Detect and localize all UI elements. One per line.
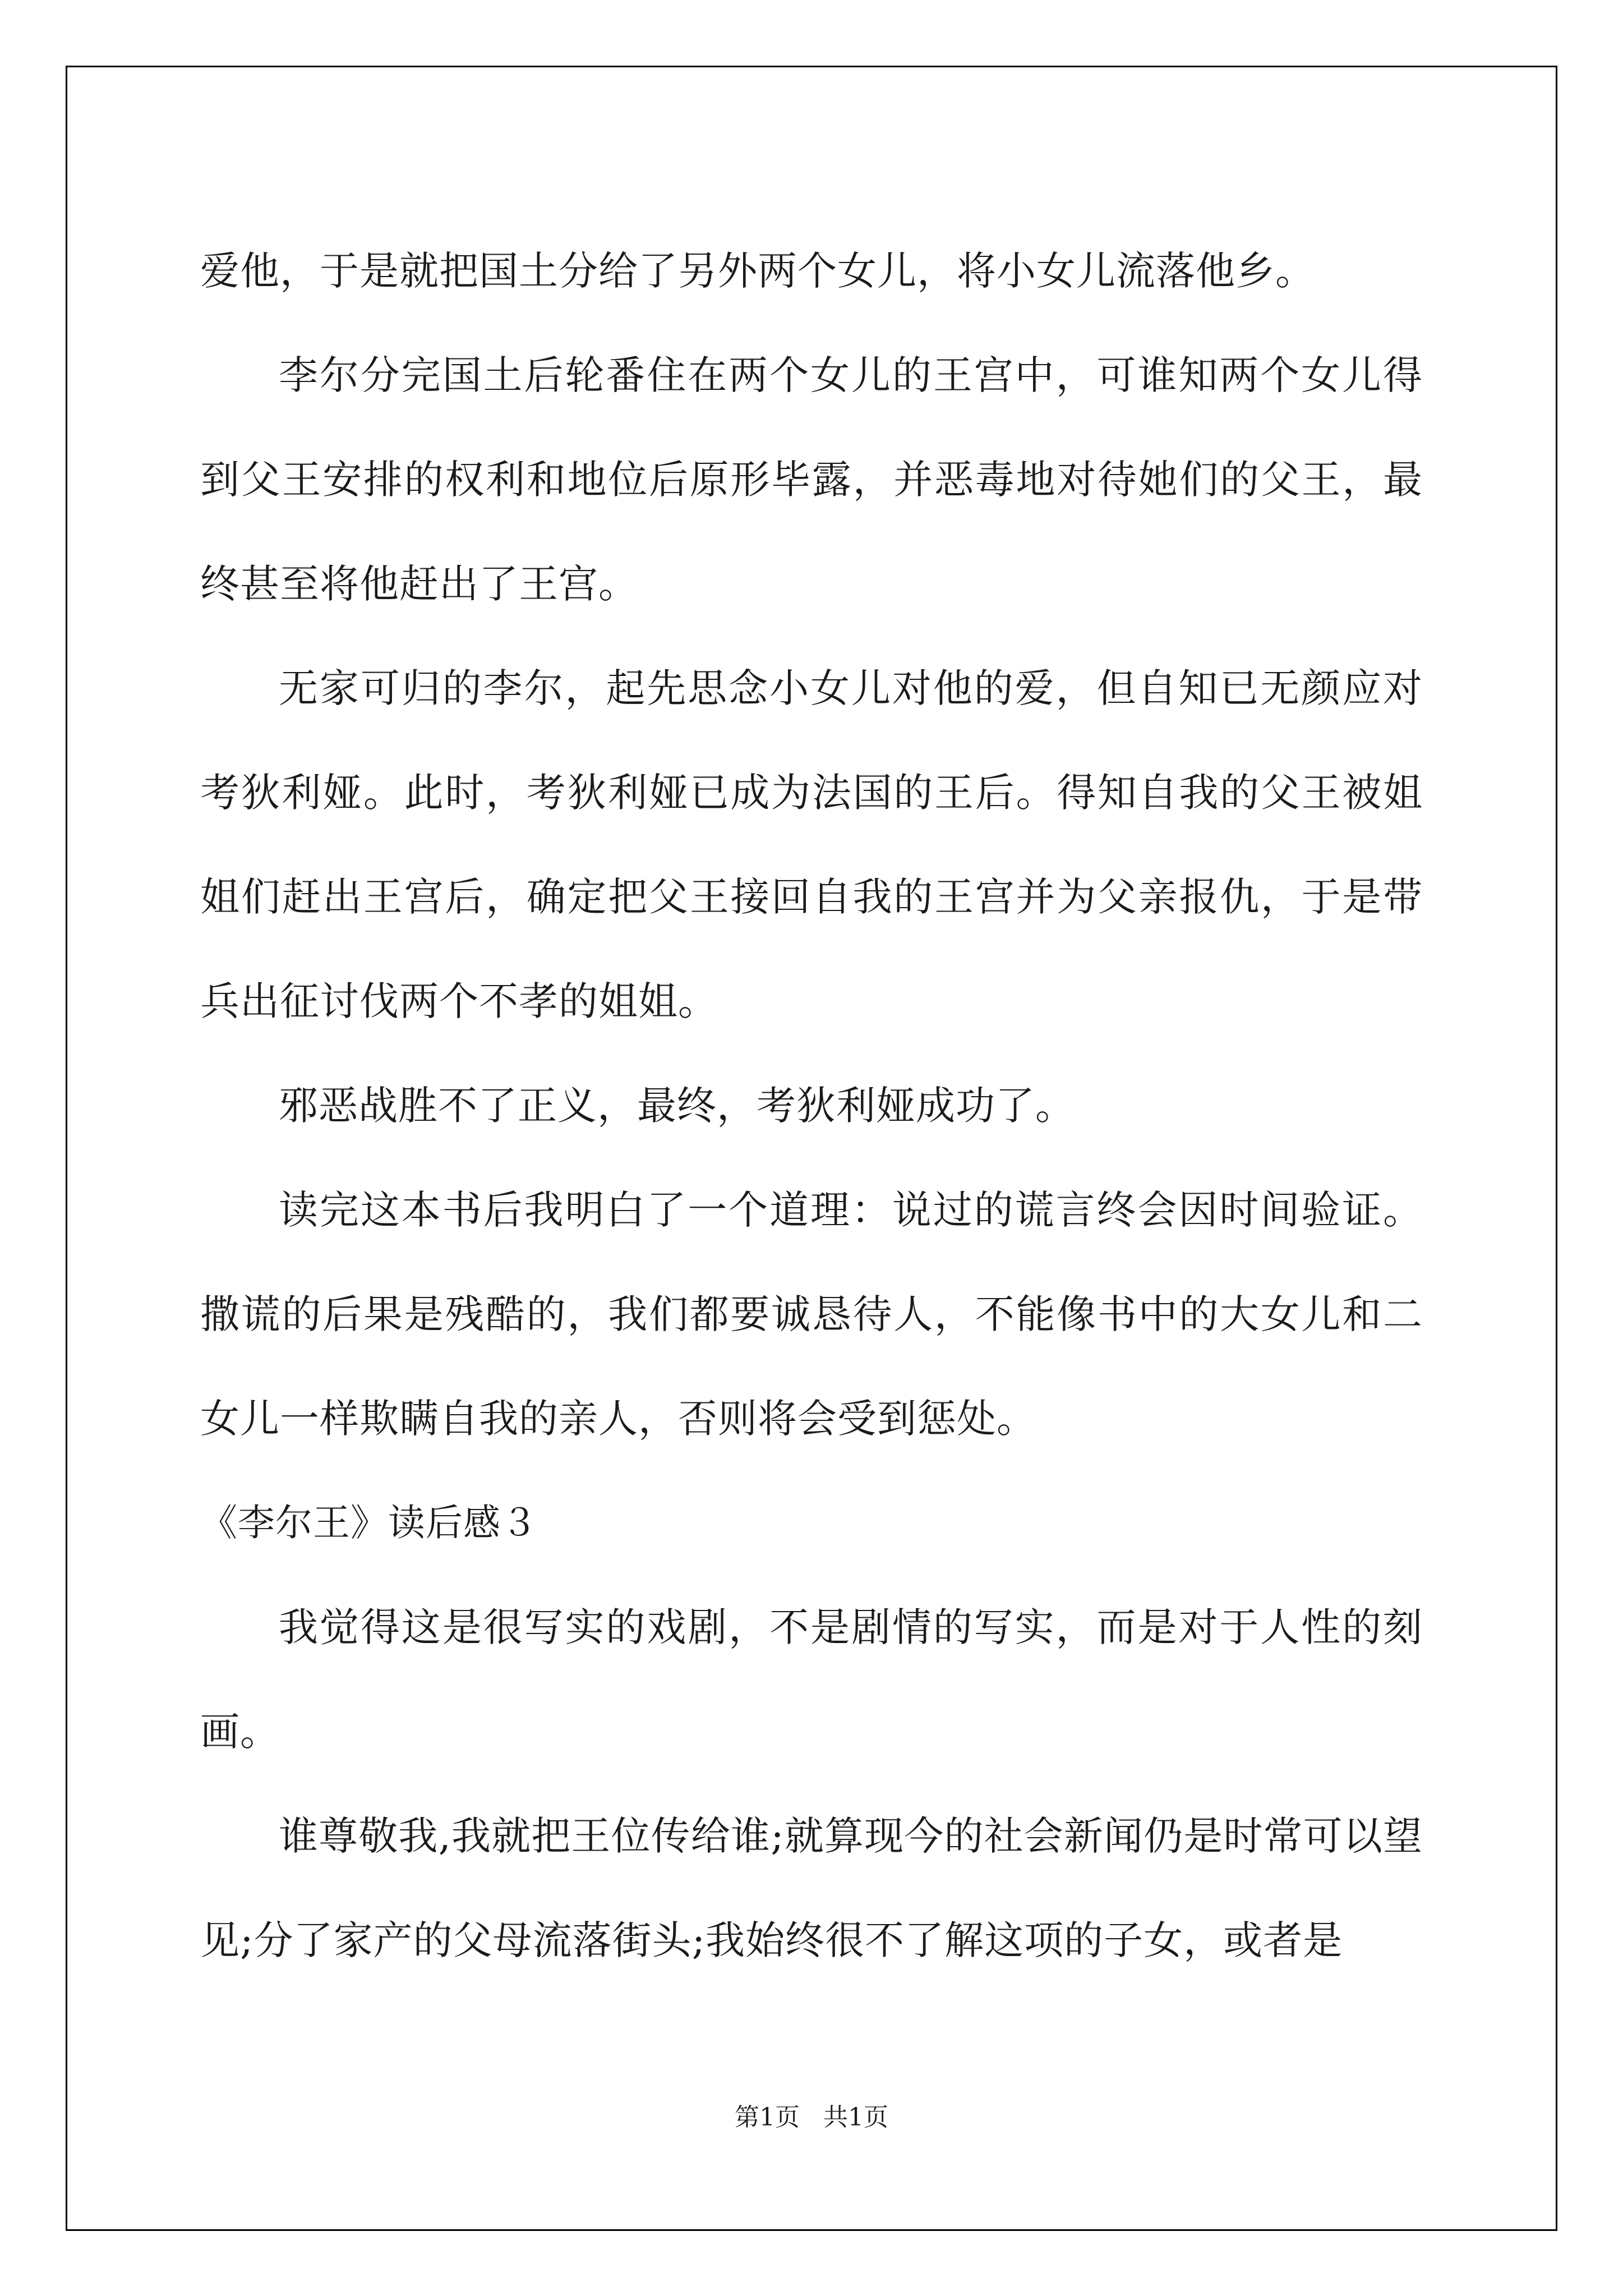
paragraph-1: 爱他，于是就把国土分给了另外两个女儿，将小女儿流落他乡。	[200, 248, 1315, 294]
paragraph-4: 邪恶战胜不了正义，最终，考狄利娅成功了。	[279, 1083, 1075, 1129]
paragraph-3: 无家可归的李尔，起先思念小女儿对他的爱，但自知已无颜应对考狄利娅。此时，考狄利娅已成为法国的王后。得知自我的父王被姐姐们赶出王宫后，确定把父王接回自我的王宫并为父亲报仇，于是带兵出征讨伐两个不孝的姐姐。	[200, 665, 1423, 1024]
section-heading: 《李尔王》读后感３	[200, 1501, 538, 1544]
paragraph-2: 李尔分完国土后轮番住在两个女儿的王宫中，可谁知两个女儿得到父王安排的权利和地位后原形毕露，并恶毒地对待她们的父王，最终甚至将他赶出了王宫。	[200, 352, 1423, 607]
paragraph-5: 读完这本书后我明白了一个道理：说过的谎言终会因时间验证。撒谎的后果是残酷的，我们都要诚恳待人，不能像书中的大女儿和二女儿一样欺瞒自我的亲人，否则将会受到惩处。	[200, 1187, 1423, 1442]
document-body	[200, 219, 1423, 1993]
page-number-current: 第1页	[735, 2103, 800, 2132]
paragraph-7: 谁尊敬我,我就把王位传给谁;就算现今的社会新闻仍是时常可以望见;分了家产的父母流落街头;我始终很不了解这项的子女，或者是	[200, 1813, 1423, 1963]
page-footer	[0, 2101, 1623, 2134]
paragraph-6: 我觉得这是很写实的戏剧，不是剧情的写实，而是对于人性的刻画。	[200, 1604, 1423, 1755]
page-number-total: 共1页	[823, 2103, 888, 2132]
